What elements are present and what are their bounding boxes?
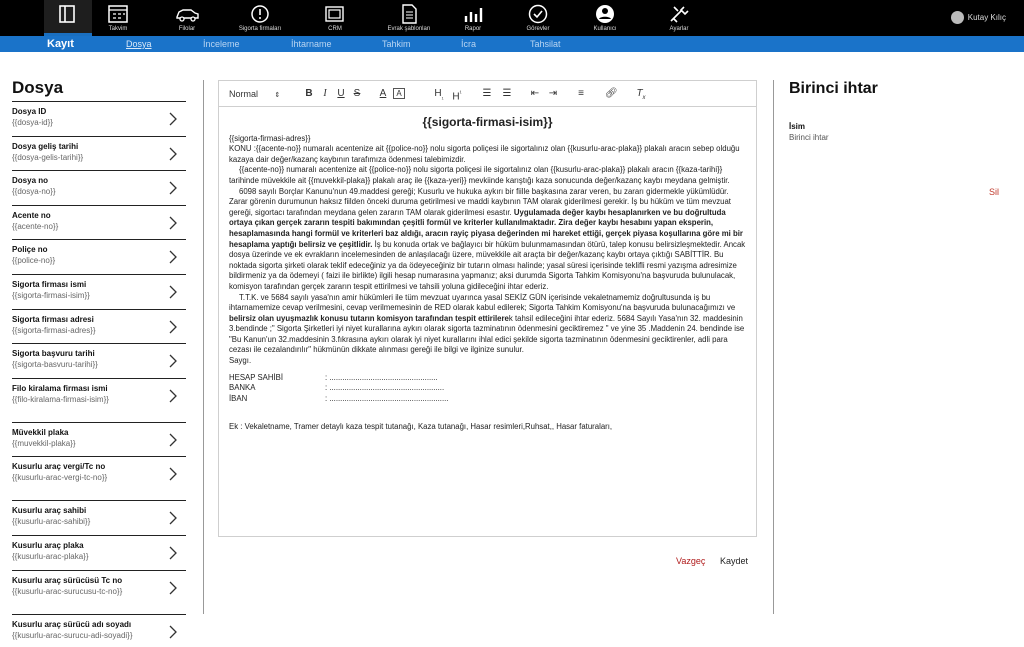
nav-takvim[interactable] xyxy=(96,0,140,36)
car-icon xyxy=(174,3,200,25)
field-value: {{kusurlu-arac-sahibi}} xyxy=(12,517,91,527)
bank-value: : ....................................................... xyxy=(325,393,449,403)
divider xyxy=(773,80,774,614)
chevron-right-icon xyxy=(167,433,178,447)
tab-inceleme[interactable]: İnceleme xyxy=(203,39,240,49)
chevron-right-icon xyxy=(167,389,178,403)
nav-label: Sigorta firmaları xyxy=(238,26,282,32)
field-item[interactable] xyxy=(12,310,186,345)
field-value: {{dosya-gelis-tarihi}} xyxy=(12,152,84,162)
doc-bold-text: Uygulamada değer kaybı hesaplanırken ve bu doğrultuda ortaya çıkan gerçek zararın tespiti bakımından çeşitli formül ve kriterler kullanılmaktadır. Zira değer kaybı hesabını yapan eksperin, hesaplamasında hangi formül ve kriterleri baz aldığı, aracın rayiç piyasa değerinden mi hareket ettiği, gerçek piyasa koşullarına göre mi bir hesaplama yaptığı belirsiz ve çeşitlidir. xyxy=(229,207,743,249)
field-value: {{kusurlu-arac-surucusu-tc-no}} xyxy=(12,586,123,596)
bank-key: BANKA xyxy=(229,383,256,393)
text-color-icon[interactable]: A xyxy=(379,88,387,99)
user-icon xyxy=(592,3,618,25)
document-icon xyxy=(396,3,422,25)
nav-label: Rapor xyxy=(464,26,482,32)
bank-value: : .................................................. xyxy=(325,372,438,382)
field-label: Müvekkil plaka xyxy=(12,427,69,437)
nav-label: Kullanıcı xyxy=(593,26,617,32)
nav-gorevler[interactable] xyxy=(522,0,554,36)
chevron-right-icon xyxy=(167,467,178,481)
dosya-panel xyxy=(12,78,186,647)
link-icon[interactable]: 🔗︎ xyxy=(605,88,618,99)
user-name: Kutay Kılıç xyxy=(967,13,1006,22)
field-item[interactable] xyxy=(12,275,186,310)
bank-key: İBAN xyxy=(229,393,248,403)
chevron-right-icon xyxy=(167,250,178,264)
field-value: {{kusurlu-arac-surucu-adi-soyadi}} xyxy=(12,630,133,640)
nav-label: Görevler xyxy=(526,26,550,32)
nav-evrak-sablonlari[interactable] xyxy=(382,0,436,36)
field-label: Filo kiralama firması ismi xyxy=(12,383,108,393)
nav-crm[interactable] xyxy=(318,0,352,36)
nav-rapor[interactable] xyxy=(458,0,488,36)
doc-text: İş bu konuda ortak ve bağlayıcı bir hüküm bulunmamasından ötürü, talep konusu belirsizleşmektedir. Ancak dosya üzerinde ve ek evrakların incelemesinden de anlaşılacağı üzere, müvekkile ait araçta bir değer/kazanç kaybı ortaya çıktığı SABİTTİR. Bu noktada sigorta şirketi olarak teklif edeceğiniz ya da ödeyeceğiniz bir tutarın olması halinde; yasal süresi içerisinde teklifli resmi yazışma adresimize bildirmeniz ya da ödemeyi ( faizi ile birlikte) ilgili hesap numarasına yapmanız; aksi durumda Sigorta Tahkim Komisyonu'na başvuruda bulunulacak, komisyon tarafından gerçek zararın tespit ettirilmesi ve tahsili yoluna gidileceğini ihtar ederiz. xyxy=(229,239,746,291)
chevron-right-icon xyxy=(167,511,178,525)
field-value: {{dosya-id}} xyxy=(12,118,53,127)
field-label: Sigorta firması adresi xyxy=(12,314,94,324)
format-value: Normal xyxy=(229,89,259,99)
field-label: Kusurlu araç sürücü adı soyadı xyxy=(12,619,132,629)
nav-sigorta-firmalari[interactable] xyxy=(236,0,284,36)
report-icon xyxy=(460,3,486,25)
nav-label: Ayarlar xyxy=(669,26,689,32)
calendar-icon xyxy=(105,3,131,25)
field-label: Dosya geliş tarihi xyxy=(12,141,79,151)
doc-bank-row xyxy=(229,383,746,394)
ordered-list-icon[interactable]: ☰ xyxy=(482,88,492,99)
italic-icon[interactable]: I xyxy=(323,88,327,99)
document-body[interactable] xyxy=(219,107,756,439)
chevron-right-icon xyxy=(167,112,178,126)
chevron-right-icon xyxy=(167,147,178,161)
divider xyxy=(203,80,204,614)
tab-tahkim[interactable]: Tahkim xyxy=(382,39,411,49)
chevron-right-icon xyxy=(167,581,178,595)
nav-label: CRM xyxy=(328,26,342,32)
nav-label: Evrak şablonları xyxy=(387,26,431,32)
chevron-right-icon xyxy=(167,285,178,299)
rich-text-editor[interactable] xyxy=(218,80,757,537)
field-item[interactable] xyxy=(12,206,186,241)
chevron-right-icon xyxy=(167,181,178,195)
nav-label: Filolar xyxy=(178,26,196,32)
field-item[interactable] xyxy=(12,137,186,172)
field-item[interactable] xyxy=(12,102,186,137)
sub-tabs xyxy=(0,36,1024,52)
field-label: Dosya ID xyxy=(12,107,47,116)
background-color-icon[interactable]: A xyxy=(393,87,405,101)
field-label: Kusurlu araç vergi/Tc no xyxy=(12,462,106,472)
chevron-right-icon xyxy=(167,320,178,334)
avatar xyxy=(951,11,964,24)
field-label: Sigorta başvuru tarihi xyxy=(12,349,95,359)
field-item[interactable] xyxy=(12,240,186,275)
tab-tahsilat[interactable]: Tahsilat xyxy=(530,39,561,49)
alert-icon xyxy=(247,3,273,25)
doc-text: 6098 sayılı Borçlar Kanunu'nun 49.maddesi gereği; Kusurlu ve hukuka aykırı bir fiille başkasına zarar veren, bu zararı gidermekle yükümlüdür. Zarar görenin durumunun haksız fiilden önceki duruma getirilmesi ve maddi kaybının TAM olarak giderilmesi gerekir. İş bu hüküm ve tüm mevzuat gereği, sigortacı tarafından meydana gelen zararın TAM olarak giderilmesi esastır. xyxy=(229,186,731,217)
field-list xyxy=(12,102,186,647)
doc-paragraph: {{acente-no}} numaralı acentenize ait {{police-no}} nolu sigorta poliçesi ile sigortalınız olan {{kusurlu-arac-plaka}} plakalı aracın {{kaza-tarihi}} tarihinde müvekkile ait {{muvekkil-plaka}} plakalı araç ile {{kaza-yeri}} mevkiinde karıştığı kaza sonucunda değer/kazanç kaybı meydana gelmiştir. xyxy=(229,165,730,185)
field-item[interactable] xyxy=(12,171,186,206)
check-icon xyxy=(525,3,551,25)
detail-panel xyxy=(789,80,1009,142)
name-value: Birinci ihtar xyxy=(789,133,829,142)
field-item[interactable] xyxy=(12,536,186,571)
cancel-button[interactable]: Vazgeç xyxy=(676,556,706,566)
strike-icon[interactable]: S xyxy=(353,88,361,99)
nav-label: Takvim xyxy=(108,26,128,32)
bank-key: HESAP SAHİBİ xyxy=(229,372,284,382)
field-item[interactable] xyxy=(12,501,186,536)
nav-folder[interactable] xyxy=(44,0,92,36)
nav-ayarlar[interactable] xyxy=(664,0,694,36)
crm-icon xyxy=(322,3,348,25)
field-value: {{sigorta-basvuru-tarihi}} xyxy=(12,360,98,370)
field-label: Dosya no xyxy=(12,176,49,186)
doc-signature xyxy=(1008,161,1024,172)
indent-icon[interactable]: ⇥ xyxy=(548,88,558,99)
field-value: {{dosya-no}} xyxy=(12,187,56,197)
doc-text: k tahsil edileceğini ihtar ederiz. 5684 Sayılı Yasa'nın 32. maddesinin 3.bendinde ;" Sigorta Şirketleri iyi niyet kurallarına aykırı olarak sigorta tazminatının ödenmesini geciktiremez " ve yine 35 .Maddenin 24. bendinde ise "Bu Kanun'un 32.maddesinin 3.fıkrasına aykırı olarak iyi niyet kurallarını ihlal edici şekilde sigorta tazminatının ödenmesini geciktirenler, adli para cezası ile cezalandırılır" hükmünün dikkate alınması gereği ile bilgi ve ilginize sunulur. xyxy=(229,313,745,355)
field-value: {{muvekkil-plaka}} xyxy=(12,438,76,448)
doc-address: {{sigorta-firmasi-adres}} xyxy=(229,133,311,143)
chevron-right-icon xyxy=(167,216,178,230)
field-value: {{kusurlu-arac-plaka}} xyxy=(12,551,89,561)
field-value: {{police-no}} xyxy=(12,256,56,266)
chevron-right-icon xyxy=(167,546,178,560)
bank-value: : ..................................................... xyxy=(325,383,445,393)
doc-paragraph xyxy=(229,187,746,293)
field-value: {{filo-kiralama-firmasi-isim}} xyxy=(12,394,109,404)
outdent-icon[interactable]: ⇤ xyxy=(530,88,540,99)
field-label: Acente no xyxy=(12,210,51,220)
doc-closing: Saygı. xyxy=(229,356,252,366)
tab-icra[interactable]: İcra xyxy=(461,39,477,49)
tools-icon xyxy=(666,3,692,25)
chevron-right-icon xyxy=(167,354,178,368)
save-button[interactable]: Kaydet xyxy=(720,556,749,566)
doc-paragraph: KONU :{{acente-no}} numaralı acentenize ait {{police-no}} nolu sigorta poliçesi ile sigortalınız olan {{kusurlu-arac-plaka}} plakalı aracın sebep olduğu kazaya dair değer/kazanç kaybının tarafımıza ödenmesi talebimizdir. xyxy=(229,144,740,164)
bold-icon[interactable]: B xyxy=(305,88,313,99)
doc-bank-row xyxy=(229,373,746,384)
align-icon[interactable]: ≡ xyxy=(578,88,584,99)
tab-dosya[interactable]: Dosya xyxy=(126,39,152,49)
superscript-icon[interactable]: $H^{^1}$ xyxy=(452,91,462,103)
field-item[interactable] xyxy=(12,423,186,458)
field-item[interactable] xyxy=(12,615,186,647)
doc-bold-text: belirsiz olan uyuşmazlık konusu tutarın komisyon tarafından tespit ettirilere xyxy=(229,313,509,323)
doc-title: {{sigorta-firmasi-isim}} xyxy=(422,115,553,129)
tab-ihtarname[interactable]: İhtarname xyxy=(291,39,332,49)
detail-title: Birinci ihtar xyxy=(789,80,878,97)
panel-title: Dosya xyxy=(12,78,186,102)
field-label: Kusurlu araç sahibi xyxy=(12,506,87,516)
field-value: {{acente-no}} xyxy=(12,221,59,231)
field-value: {{kusurlu-arac-vergi-tc-no}} xyxy=(12,473,108,483)
underline-icon[interactable]: U xyxy=(337,88,345,99)
delete-button[interactable]: Sil xyxy=(989,187,1000,197)
doc-bank-row xyxy=(229,394,746,405)
bullet-list-icon[interactable]: ☰ xyxy=(502,88,512,99)
folder-icon xyxy=(55,3,81,25)
subscript-icon[interactable]: $H_{_1}$ xyxy=(434,88,444,101)
field-item[interactable] xyxy=(12,344,186,379)
field-item[interactable] xyxy=(12,457,186,501)
doc-attachments: Ek : Vekaletname, Tramer detaylı kaza tespit tutanağı, Kaza tutanağı, Hasar resimleri,Ruhsat,, Hasar faturaları, xyxy=(229,422,613,432)
top-navbar xyxy=(0,0,1024,36)
name-label: İsim xyxy=(789,122,806,131)
nav-filolar[interactable] xyxy=(162,0,212,36)
nav-kullanici[interactable] xyxy=(586,0,624,36)
doc-text: T.T.K. ve 5684 sayılı yasa'nın amir hükümleri ile tüm mevzuat uyarınca yasal SEKİZ GÜN içerisinde vekaletnamemiz doğrultusunda iş bu ihtarnamemize cevap verilmesini, cevap verilmemesinin de RED olarak kabul edilerek; Sigorta Tahkim Komisyonu'na başvuruda bulunacağımızı ve xyxy=(229,292,736,313)
doc-paragraph xyxy=(229,293,746,357)
chevron-right-icon xyxy=(167,625,178,639)
field-label: Poliçe no xyxy=(12,245,48,255)
field-label: Sigorta firması ismi xyxy=(12,279,87,289)
format-select[interactable]: Normal ⇕ xyxy=(229,89,281,99)
editor-toolbar xyxy=(219,81,756,107)
tab-kayit[interactable]: Kayıt xyxy=(47,38,74,50)
clear-format-icon[interactable]: $T_x$ xyxy=(636,88,646,101)
user-menu[interactable] xyxy=(951,11,1006,24)
field-label: Kusurlu araç sürücüsü Tc no xyxy=(12,575,123,585)
field-item[interactable] xyxy=(12,571,186,615)
field-item[interactable] xyxy=(12,379,186,423)
field-value: {{sigorta-firmasi-isim}} xyxy=(12,290,90,300)
field-value: {{sigorta-firmasi-adres}} xyxy=(12,325,96,335)
field-label: Kusurlu araç plaka xyxy=(12,540,84,550)
